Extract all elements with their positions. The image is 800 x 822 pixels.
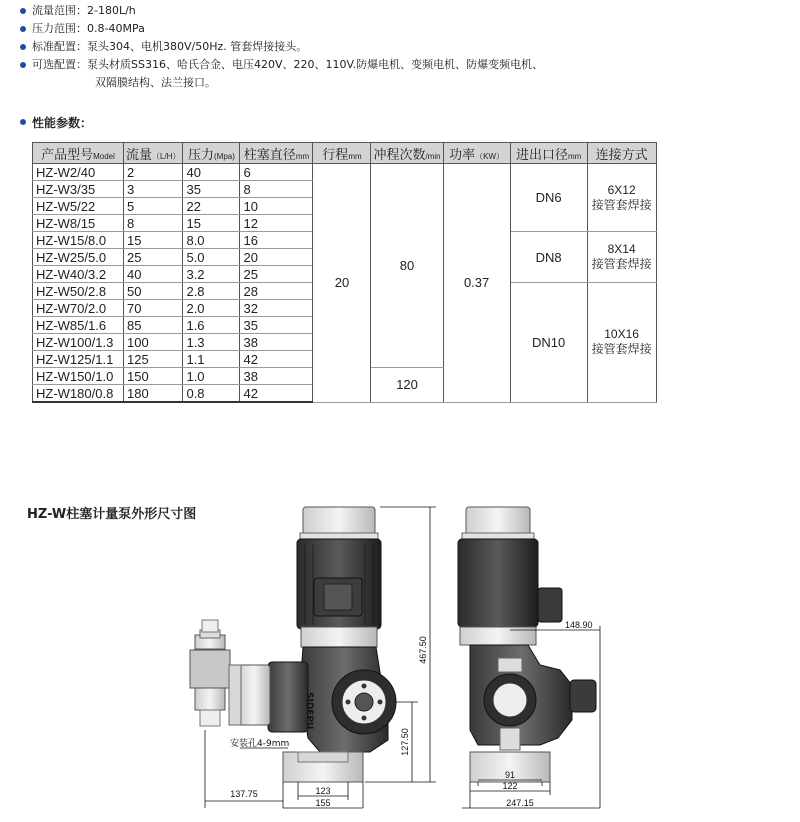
connection-size: 8X14 bbox=[607, 242, 636, 256]
cell-pressure: 35 bbox=[183, 181, 240, 198]
brand-label: SIDEPU bbox=[304, 692, 314, 730]
drawing-title: HZ-W柱塞计量泵外形尺寸图 bbox=[27, 507, 197, 522]
front-view bbox=[190, 507, 436, 808]
cell-model: HZ-W70/2.0 bbox=[33, 300, 124, 317]
cell-plunger-diameter: 25 bbox=[240, 266, 313, 283]
suction-valve bbox=[195, 688, 225, 710]
cell-model: HZ-W100/1.3 bbox=[33, 334, 124, 351]
cell-pressure: 1.0 bbox=[183, 368, 240, 385]
cell-pressure: 40 bbox=[183, 164, 240, 181]
bullet-dot-icon bbox=[20, 62, 26, 68]
bullet-text: 流量范围：2-180L/h bbox=[32, 4, 136, 17]
motor-top-cap bbox=[303, 507, 375, 535]
cell-pressure: 22 bbox=[183, 198, 240, 215]
header-stroke-count: 冲程次数/min bbox=[371, 143, 443, 164]
cell-plunger-diameter: 16 bbox=[240, 232, 313, 249]
cell-plunger-diameter: 35 bbox=[240, 317, 313, 334]
section-title-text: 性能参数： bbox=[32, 116, 93, 130]
cell-pressure: 5.0 bbox=[183, 249, 240, 266]
bullet-text: 标准配置：泵头304、电机380V/50Hz. 管套焊接接头。 bbox=[32, 40, 308, 53]
cell-plunger-diameter: 6 bbox=[240, 164, 313, 181]
dim-height-axis: 127.50 bbox=[400, 728, 410, 756]
header-model: 产品型号Model bbox=[33, 143, 124, 164]
cell-flow: 8 bbox=[124, 215, 183, 232]
cell-connection-3 bbox=[587, 283, 656, 403]
cell-plunger-diameter: 8 bbox=[240, 181, 313, 198]
cell-pressure: 0.8 bbox=[183, 385, 240, 403]
side-view bbox=[458, 507, 600, 808]
cell-flow: 100 bbox=[124, 334, 183, 351]
cell-model: HZ-W180/0.8 bbox=[33, 385, 124, 403]
cell-model: HZ-W3/35 bbox=[33, 181, 124, 198]
side-junction-box bbox=[538, 588, 562, 622]
dim-height-total: 467.50 bbox=[418, 636, 428, 664]
connection-method: 接管套焊接 bbox=[591, 342, 652, 357]
mount-hole-label: 安装孔4-9mm bbox=[230, 739, 290, 749]
cell-model: HZ-W150/1.0 bbox=[33, 368, 124, 385]
cell-pressure: 2.8 bbox=[183, 283, 240, 300]
header-port-size: 进出口径mm bbox=[510, 143, 587, 164]
cell-plunger-diameter: 28 bbox=[240, 283, 313, 300]
cell-model: HZ-W15/8.0 bbox=[33, 232, 124, 249]
dim-left-offset: 137.75 bbox=[230, 789, 258, 799]
cell-flow: 15 bbox=[124, 232, 183, 249]
cell-power: 0.37 bbox=[443, 164, 510, 403]
cell-pressure: 3.2 bbox=[183, 266, 240, 283]
dim-side-mid: 122 bbox=[502, 781, 518, 791]
cell-connection-2 bbox=[587, 232, 656, 283]
cell-plunger-diameter: 12 bbox=[240, 215, 313, 232]
cell-flow: 150 bbox=[124, 368, 183, 385]
pump-dimension-drawing bbox=[0, 490, 800, 822]
bullet-text: 压力范围：0.8-40MPa bbox=[32, 22, 145, 35]
dim-side-total: 247.15 bbox=[506, 798, 534, 808]
table-row bbox=[33, 164, 657, 181]
header-pressure: 压力(Mpa) bbox=[183, 143, 240, 164]
cell-flow: 70 bbox=[124, 300, 183, 317]
bullet-dot-icon bbox=[20, 119, 26, 125]
cell-flow: 180 bbox=[124, 385, 183, 403]
cell-plunger-diameter: 42 bbox=[240, 351, 313, 368]
bullet-flow-range bbox=[20, 2, 543, 20]
cell-stroke-count-a: 80 bbox=[371, 164, 443, 368]
connection-size: 10X16 bbox=[604, 327, 639, 342]
header-connection: 连接方式 bbox=[587, 143, 656, 164]
performance-table bbox=[32, 142, 657, 403]
cell-model: HZ-W40/3.2 bbox=[33, 266, 124, 283]
cell-flow: 85 bbox=[124, 317, 183, 334]
cell-flow: 50 bbox=[124, 283, 183, 300]
cell-model: HZ-W125/1.1 bbox=[33, 351, 124, 368]
header-power: 功率（KW） bbox=[443, 143, 510, 164]
cell-model: HZ-W50/2.8 bbox=[33, 283, 124, 300]
plunger-housing bbox=[268, 662, 308, 732]
cell-flow: 2 bbox=[124, 164, 183, 181]
cell-model: HZ-W5/22 bbox=[33, 198, 124, 215]
cell-flow: 125 bbox=[124, 351, 183, 368]
cell-pressure: 1.1 bbox=[183, 351, 240, 368]
pump-head bbox=[238, 665, 270, 725]
bullet-dot-icon bbox=[20, 8, 26, 14]
dim-base-outer: 155 bbox=[315, 798, 331, 808]
cell-stroke-count-b: 120 bbox=[371, 368, 443, 403]
bullet-dot-icon bbox=[20, 44, 26, 50]
dim-side-inner: 91 bbox=[504, 770, 516, 780]
header-flow: 流量（L/H） bbox=[124, 143, 183, 164]
bullet-pressure-range bbox=[20, 20, 543, 38]
dim-base-inner: 123 bbox=[315, 786, 331, 796]
cell-model: HZ-W85/1.6 bbox=[33, 317, 124, 334]
bullet-text: 可选配置：泵头材质SS316、哈氏合金、电压420V、220、110V.防爆电机、变频电机、防爆变频电机、 bbox=[32, 58, 544, 71]
cell-pressure: 1.6 bbox=[183, 317, 240, 334]
cell-port-dn8: DN8 bbox=[510, 232, 587, 283]
header-plunger-diameter: 柱塞直径mm bbox=[240, 143, 313, 164]
cell-model: HZ-W25/5.0 bbox=[33, 249, 124, 266]
side-motor-cap bbox=[466, 507, 530, 535]
cell-port-dn6: DN6 bbox=[510, 164, 587, 232]
cell-flow: 40 bbox=[124, 266, 183, 283]
cell-pressure: 8.0 bbox=[183, 232, 240, 249]
side-adjust-knob bbox=[570, 680, 596, 712]
cell-model: HZ-W8/15 bbox=[33, 215, 124, 232]
dim-side-top: 148.90 bbox=[565, 620, 593, 630]
cell-plunger-diameter: 32 bbox=[240, 300, 313, 317]
connection-size: 6X12 bbox=[607, 182, 636, 197]
cell-flow: 25 bbox=[124, 249, 183, 266]
cell-flow: 5 bbox=[124, 198, 183, 215]
cell-pressure: 2.0 bbox=[183, 300, 240, 317]
motor-flange bbox=[301, 627, 377, 647]
spec-bullet-list bbox=[20, 2, 543, 92]
cell-pressure: 15 bbox=[183, 215, 240, 232]
cell-plunger-diameter: 10 bbox=[240, 198, 313, 215]
header-stroke: 行程mm bbox=[313, 143, 371, 164]
connection-method: 接管套焊接 bbox=[591, 197, 652, 212]
cell-plunger-diameter: 20 bbox=[240, 249, 313, 266]
table-header-row bbox=[33, 143, 657, 164]
cell-plunger-diameter: 42 bbox=[240, 385, 313, 403]
cell-plunger-diameter: 38 bbox=[240, 334, 313, 351]
side-motor-body bbox=[458, 539, 538, 627]
bullet-optional-config bbox=[20, 56, 543, 74]
bullet-standard-config bbox=[20, 38, 543, 56]
motor-top-ring bbox=[300, 533, 378, 539]
section-title-performance bbox=[20, 114, 92, 131]
valve-block bbox=[190, 650, 230, 688]
cell-stroke: 20 bbox=[313, 164, 371, 403]
cell-connection-1 bbox=[587, 164, 656, 232]
connection-method: 接管套焊接 bbox=[591, 257, 652, 271]
cell-model: HZ-W2/40 bbox=[33, 164, 124, 181]
bullet-continuation: 双隔膜结构、法兰接口。 bbox=[95, 76, 216, 89]
cell-plunger-diameter: 38 bbox=[240, 368, 313, 385]
cell-pressure: 1.3 bbox=[183, 334, 240, 351]
bullet-dot-icon bbox=[20, 26, 26, 32]
cell-flow: 3 bbox=[124, 181, 183, 198]
cell-port-dn10: DN10 bbox=[510, 283, 587, 403]
